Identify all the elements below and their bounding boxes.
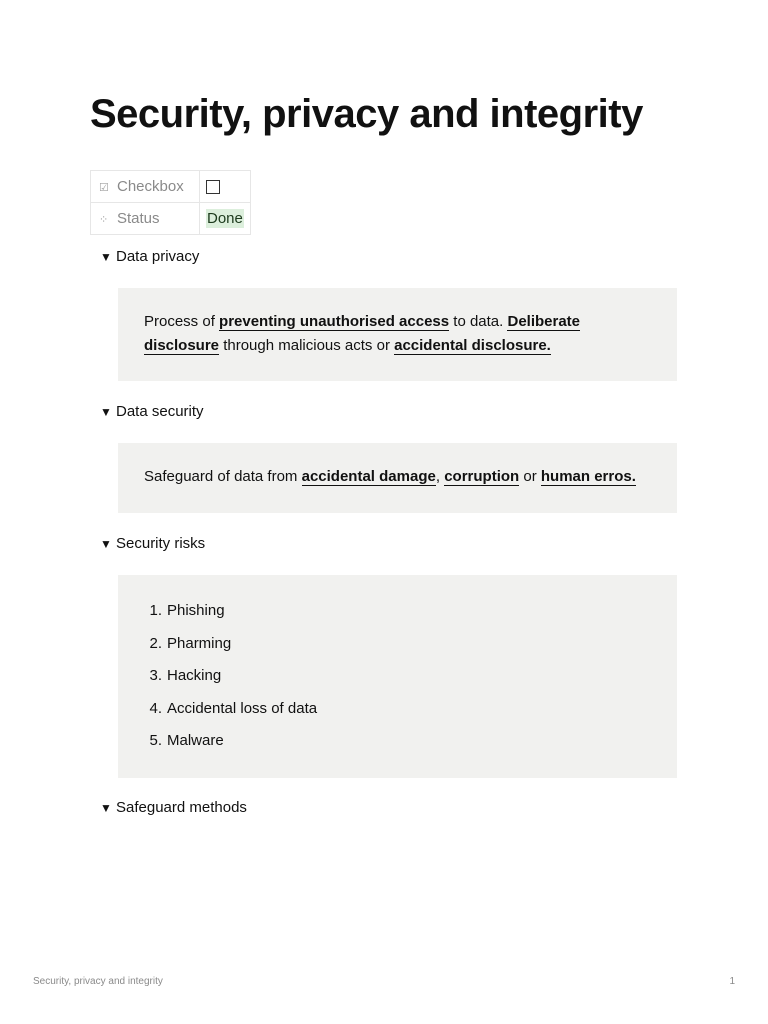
bold-term: preventing unauthorised access xyxy=(219,313,450,330)
toggle-safeguard-methods[interactable] xyxy=(100,799,247,816)
triangle-down-icon[interactable]: ▼ xyxy=(100,801,112,815)
checkbox-icon: ☑ xyxy=(99,182,109,194)
page-title: Security, privacy and integrity xyxy=(90,92,643,136)
toggle-data-security[interactable] xyxy=(100,403,204,420)
bold-term: accidental damage xyxy=(301,468,436,485)
list-item: 4. Accidental loss of data xyxy=(149,699,318,717)
status-icon: ⁘ xyxy=(99,214,109,226)
footer-page-number: 1 xyxy=(729,976,735,987)
bold-term: human erros. xyxy=(540,468,636,485)
property-label-status: Status xyxy=(117,210,160,227)
list-item: 1. Phishing xyxy=(149,602,225,619)
toggle-data-privacy[interactable] xyxy=(100,248,199,265)
triangle-down-icon[interactable]: ▼ xyxy=(100,405,112,419)
list-item: 3. Hacking xyxy=(149,667,222,684)
status-badge[interactable]: Done xyxy=(207,210,243,227)
property-row-status xyxy=(91,203,251,235)
toggle-heading: Safeguard methods xyxy=(116,799,247,816)
callout-data-security: Safeguard of data from accidental damage, corruption or human erros. xyxy=(118,443,677,513)
toggle-heading: Data security xyxy=(116,403,204,420)
risks-list xyxy=(138,599,657,762)
list-item: 2. Pharming xyxy=(149,634,232,652)
callout-security-risks xyxy=(118,575,677,778)
checkbox-toggle[interactable] xyxy=(206,180,220,194)
toggle-heading: Security risks xyxy=(116,535,206,552)
property-label-checkbox: Checkbox xyxy=(117,178,184,195)
toggle-security-risks[interactable] xyxy=(100,535,205,552)
properties-table xyxy=(90,170,251,235)
triangle-down-icon[interactable]: ▼ xyxy=(100,250,112,264)
triangle-down-icon[interactable]: ▼ xyxy=(100,537,112,551)
bold-term: accidental disclosure. xyxy=(394,337,551,354)
list-item: 5. Malware xyxy=(149,732,224,749)
callout-data-privacy: Process of preventing unauthorised access to data. Deliberate disclosure through malicious acts or accidental disclosure. xyxy=(118,288,677,381)
footer-doc-title: Security, privacy and integrity xyxy=(33,976,163,987)
property-row-checkbox xyxy=(91,171,251,203)
bold-term: corruption xyxy=(444,468,520,485)
toggle-heading: Data privacy xyxy=(116,248,200,265)
bold-term: Deliberate disclosure xyxy=(144,313,581,354)
